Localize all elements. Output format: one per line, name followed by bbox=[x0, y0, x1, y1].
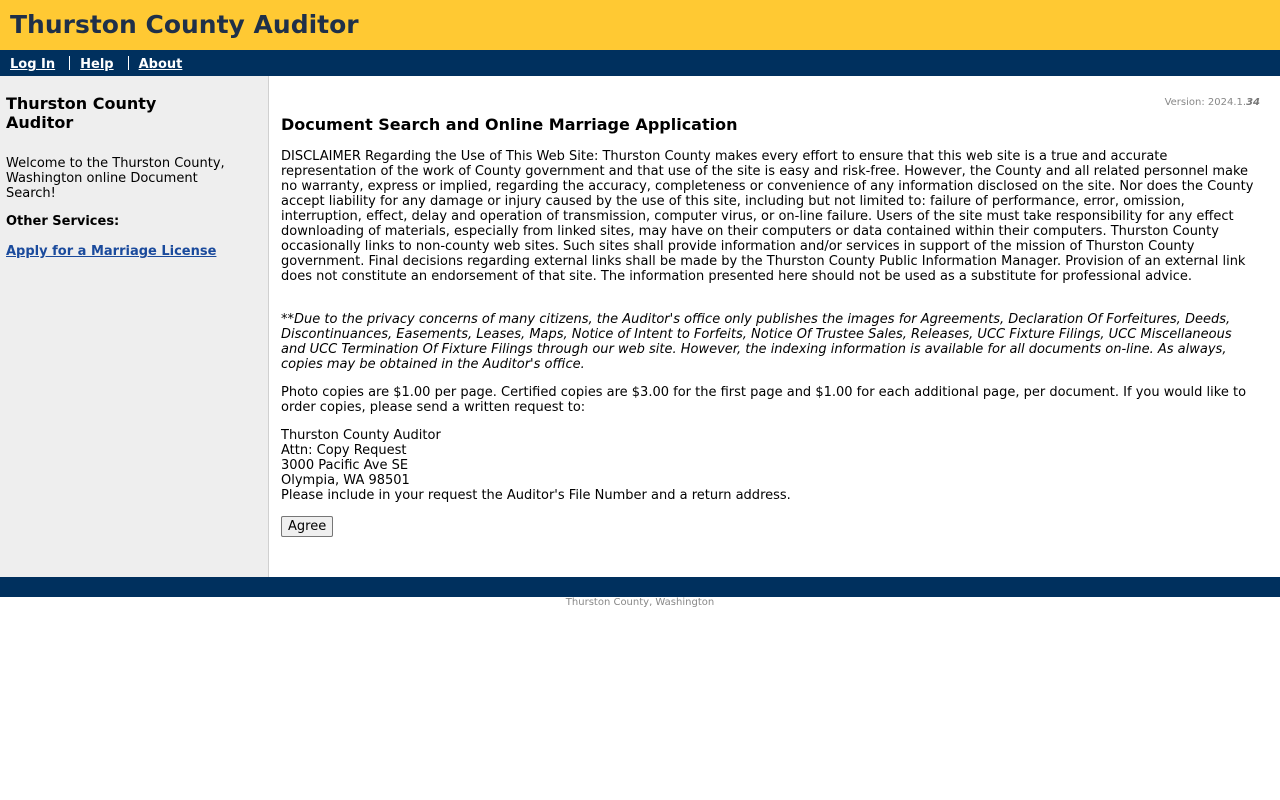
site-header bbox=[0, 0, 1280, 50]
disclaimer-text: DISCLAIMER Regarding the Use of This Web Site: Thurston County makes every effort to ensure that this web site is a true and accurate representation of the work of County government and that use of the site is easy and risk-free. However, the County and all related personnel make no warranty, express or implied, regarding the accuracy, completeness or convenience of any information disclosed on the site. Nor does the County accept liability for any damage or injury caused by the use of this site, including but not limited to: failure of performance, error, omission, interruption, effect, delay and operation of transmission, computer virus, or on-line failure. Users of the site must take responsibility for any effect downloading of materials, especially from linked sites, may have on their computers or data contained within their computers. Thurston County occasionally links to non-county web sites. Such sites shall provide information and/or services in support of the mission of Thurston County government. Final decisions regarding external links shall be made by the Thurston County Public Information Manager. Provision of an external link does not constitute an endorsement of that site. The information presented here should not be used as a substitute for professional advice. bbox=[281, 149, 1254, 284]
nav-separator bbox=[69, 56, 70, 70]
address-line: Olympia, WA 98501 bbox=[281, 473, 410, 488]
version-build: 34 bbox=[1246, 97, 1260, 108]
content-area bbox=[0, 76, 1280, 577]
sidebar-welcome-text: Welcome to the Thurston County, Washington online Document Search! bbox=[6, 156, 225, 201]
footer-bar bbox=[0, 577, 1280, 597]
nav-separator bbox=[128, 56, 129, 70]
marriage-license-link[interactable]: Apply for a Marriage License bbox=[6, 244, 217, 259]
address-line: Attn: Copy Request bbox=[281, 443, 407, 458]
site-title: Thurston County Auditor bbox=[10, 10, 359, 39]
privacy-note: **Due to the privacy concerns of many citizens, the Auditor's office only publishes the images for Agreements, Declaration Of Forfeitures, Deeds, Discontinuances, Easements, Leases, Maps, Notice of Intent to Forfeits, Notice Of Trustee Sales, Releases, UCC Fixture Filings, UCC Miscellaneous and UCC Termination Of Fixture Filings through our web site. However, the indexing information is available for all documents on-line. As always, copies may be obtained in the Auditor's office. bbox=[281, 312, 1232, 372]
footer-text: Thurston County, Washington bbox=[565, 597, 715, 608]
address-instructions: Please include in your request the Auditor's File Number and a return address. bbox=[281, 488, 791, 503]
version-info bbox=[281, 96, 1260, 110]
sidebar-title: Thurston County Auditor bbox=[6, 94, 157, 132]
version-label: Version: 2024.1. bbox=[1164, 97, 1247, 108]
address-line: Thurston County Auditor bbox=[281, 428, 441, 443]
nav-login-link[interactable]: Log In bbox=[10, 57, 56, 72]
nav-help-link[interactable]: Help bbox=[80, 57, 114, 72]
copies-info: Photo copies are $1.00 per page. Certified copies are $3.00 for the first page and $1.00 for each additional page, per document. If you would like to order copies, please send a written request to: bbox=[281, 385, 1247, 415]
mailing-address bbox=[281, 428, 1260, 503]
page-title: Document Search and Online Marriage Application bbox=[281, 115, 738, 134]
main-panel bbox=[269, 76, 1280, 577]
top-nav bbox=[0, 50, 1280, 76]
nav-about-link[interactable]: About bbox=[138, 57, 183, 72]
other-services-label: Other Services: bbox=[6, 214, 120, 229]
sidebar bbox=[0, 76, 269, 577]
address-line: 3000 Pacific Ave SE bbox=[281, 458, 409, 473]
agree-button[interactable]: Agree bbox=[281, 516, 333, 537]
